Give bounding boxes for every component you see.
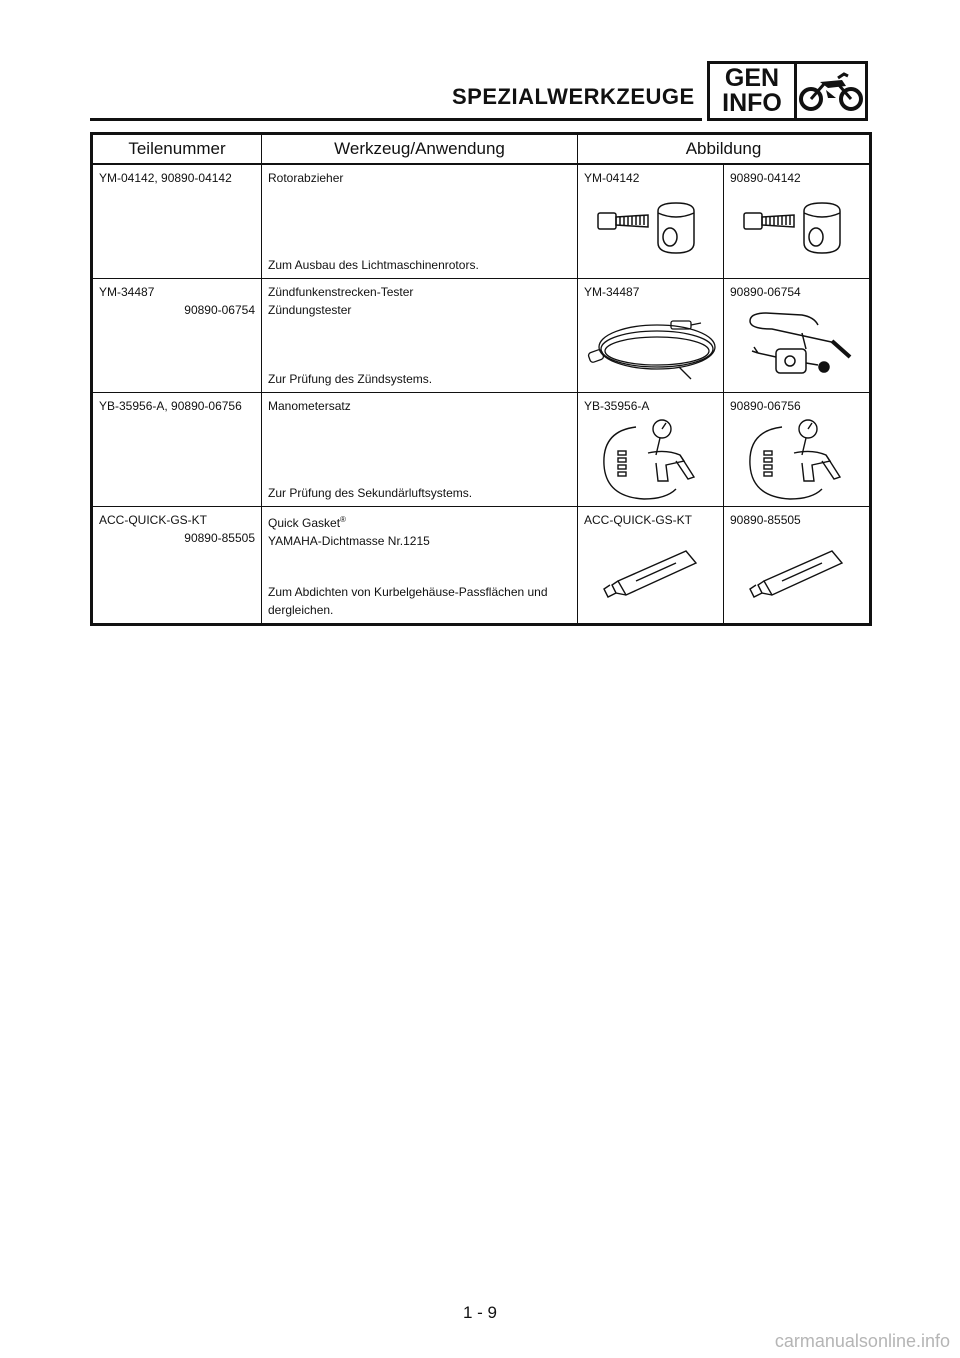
part-number-alt: 90890-85505 bbox=[184, 530, 255, 545]
tool-usage-cell bbox=[262, 506, 578, 624]
page-number: 1 - 9 bbox=[462, 1303, 498, 1322]
ignition-tester-illustration bbox=[732, 303, 862, 387]
badge-line-gen: GEN bbox=[724, 64, 780, 92]
pressure-gauge-illustration bbox=[596, 415, 706, 503]
part-number: YM-34487 bbox=[99, 284, 155, 299]
table-row bbox=[92, 506, 871, 624]
illustration-cell bbox=[578, 506, 724, 624]
table-row bbox=[92, 278, 871, 392]
illustration-cell bbox=[724, 278, 871, 392]
part-number-alt: 90890-06754 bbox=[184, 302, 255, 317]
tool-name-alt: Zündungstester bbox=[268, 302, 352, 317]
illustration-label: 90890-06756 bbox=[730, 398, 801, 413]
badge-text bbox=[710, 64, 797, 118]
illustration-cell bbox=[578, 392, 724, 506]
illustration-cell bbox=[724, 392, 871, 506]
table-row bbox=[92, 164, 871, 278]
rotor-puller-illustration bbox=[732, 193, 862, 263]
part-number-cell bbox=[92, 164, 262, 278]
motorcycle-icon bbox=[798, 70, 864, 112]
illustration-label: 90890-06754 bbox=[730, 284, 801, 299]
rotor-puller-illustration bbox=[586, 193, 716, 263]
illustration-cell bbox=[724, 164, 871, 278]
tool-purpose: Zur Prüfung des Zündsystems. bbox=[268, 371, 433, 386]
tool-name-alt: YAMAHA-Dichtmasse Nr.1215 bbox=[268, 533, 430, 548]
sealant-tube-illustration bbox=[742, 545, 852, 605]
tool-name: Manometersatz bbox=[268, 398, 351, 413]
tool-name: Rotorabzieher bbox=[268, 171, 344, 185]
badge-icon-cell bbox=[797, 64, 865, 118]
part-number: YM-04142, 90890-04142 bbox=[99, 171, 232, 185]
tool-name: Zündfunkenstrecken-Tester bbox=[268, 284, 414, 299]
part-number-cell bbox=[92, 392, 262, 506]
illustration-label: ACC-QUICK-GS-KT bbox=[584, 512, 692, 527]
part-number-cell bbox=[92, 506, 262, 624]
tool-usage-cell bbox=[262, 164, 578, 278]
section-badge bbox=[707, 61, 868, 121]
illustration-label: YB-35956-A bbox=[584, 398, 650, 413]
table-row bbox=[92, 392, 871, 506]
tool-purpose: Zum Ausbau des Lichtmaschinenrotors. bbox=[268, 257, 479, 272]
column-header-part-number: Teilenummer bbox=[92, 134, 262, 165]
illustration-label: 90890-04142 bbox=[730, 171, 801, 185]
tool-usage-cell bbox=[262, 392, 578, 506]
badge-line-info: INFO bbox=[722, 89, 782, 117]
column-header-tool-usage: Werkzeug/Anwendung bbox=[262, 134, 578, 165]
illustration-label: YM-34487 bbox=[584, 284, 640, 299]
illustration-label: 90890-85505 bbox=[730, 512, 801, 527]
illustration-cell bbox=[578, 278, 724, 392]
tool-purpose: Zur Prüfung des Sekundärluftsystems. bbox=[268, 485, 473, 500]
tool-name-text: Quick Gasket bbox=[268, 515, 341, 530]
watermark-text: carmanualsonline.info bbox=[774, 1331, 950, 1351]
illustration-label: YM-04142 bbox=[584, 171, 640, 185]
illustration-cell bbox=[724, 506, 871, 624]
table-header-row bbox=[92, 134, 871, 165]
part-number-cell bbox=[92, 278, 262, 392]
illustration-cell bbox=[578, 164, 724, 278]
registered-mark: ® bbox=[340, 514, 346, 524]
part-number: YB-35956-A, 90890-06756 bbox=[99, 398, 242, 413]
tool-name bbox=[268, 511, 571, 532]
tool-purpose: Zum Abdichten von Kurbelgehäuse-Passflächen und dergleichen. bbox=[268, 584, 548, 617]
pressure-gauge-illustration bbox=[742, 415, 852, 503]
tool-usage-cell bbox=[262, 278, 578, 392]
title-underline bbox=[90, 118, 702, 121]
ignition-tester-illustration bbox=[583, 305, 719, 383]
column-header-illustration: Abbildung bbox=[578, 134, 871, 165]
part-number: ACC-QUICK-GS-KT bbox=[99, 512, 207, 527]
page-title: SPEZIALWERKZEUGE bbox=[452, 84, 695, 109]
sealant-tube-illustration bbox=[596, 545, 706, 605]
special-tools-table bbox=[90, 132, 872, 626]
